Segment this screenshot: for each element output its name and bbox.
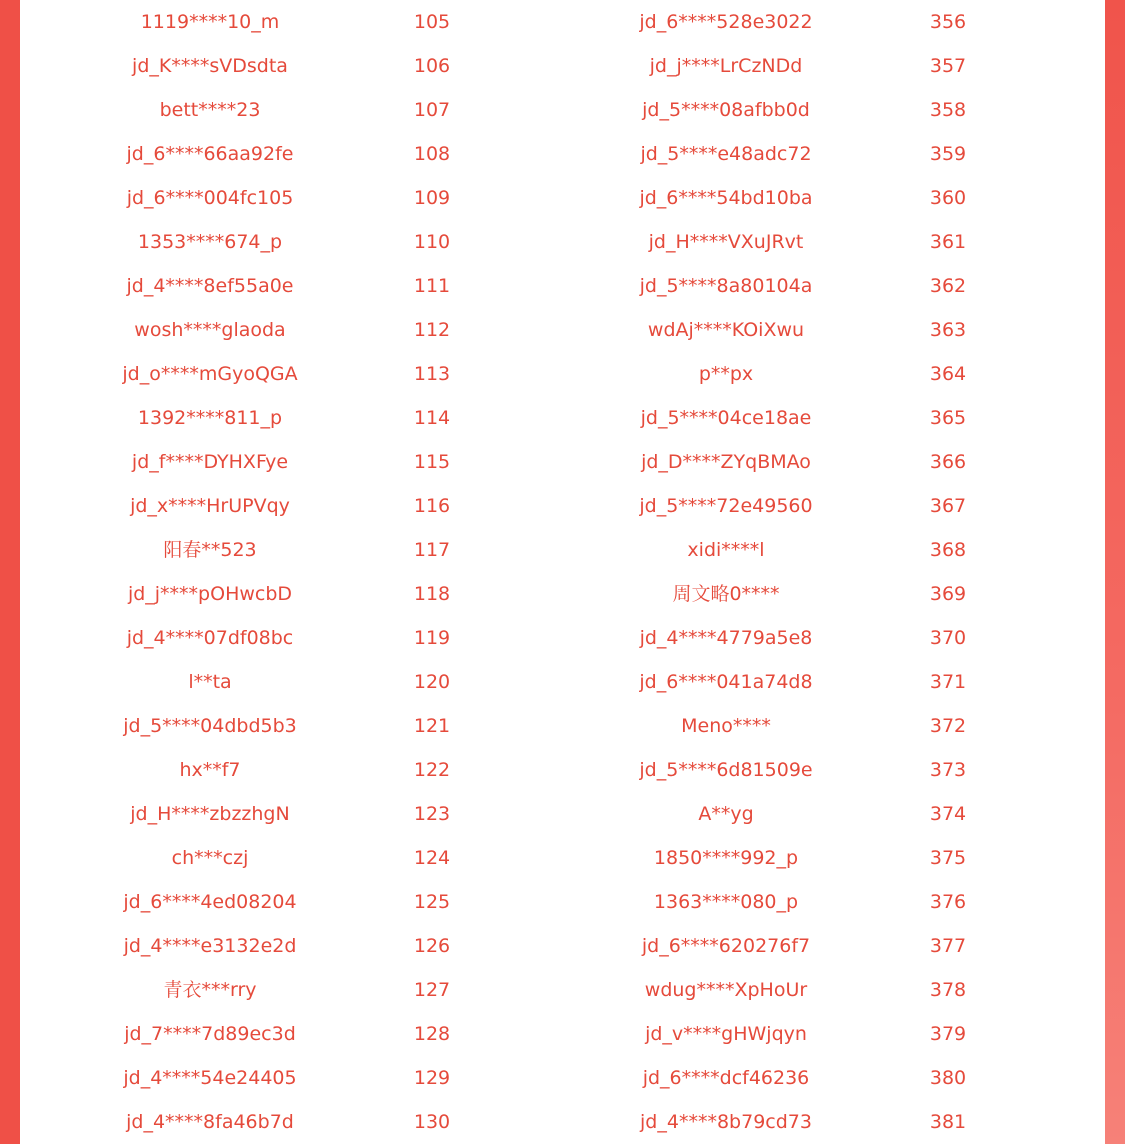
right-winner-name: jd_5****8a80104a	[639, 275, 813, 297]
right-winner-name: 周文略0****	[672, 583, 780, 605]
list-row	[20, 660, 1105, 704]
right-winner-name: p**px	[698, 363, 754, 385]
right-winner-rank: 365	[929, 407, 967, 429]
right-winner-name: jd_4****8b79cd73	[640, 1111, 812, 1133]
right-winner-rank: 373	[929, 759, 967, 781]
list-row	[20, 88, 1105, 132]
left-winner-name: jd_5****04dbd5b3	[123, 715, 297, 737]
right-winner-rank: 379	[929, 1023, 967, 1045]
left-winner-name: l**ta	[188, 671, 232, 693]
right-winner-name: jd_5****04ce18ae	[640, 407, 812, 429]
left-winner-rank: 113	[413, 363, 451, 385]
left-winner-rank: 112	[413, 319, 451, 341]
right-winner-rank: 375	[929, 847, 967, 869]
right-winner-rank: 378	[929, 979, 967, 1001]
right-winner-rank: 371	[929, 671, 967, 693]
right-winner-name: jd_5****6d81509e	[639, 759, 813, 781]
left-winner-rank: 123	[413, 803, 451, 825]
right-winner-name: jd_H****VXuJRvt	[648, 231, 804, 253]
winners-list-panel	[20, 0, 1105, 1144]
left-winner-name: jd_4****8ef55a0e	[126, 275, 294, 297]
list-row	[20, 264, 1105, 308]
list-row	[20, 220, 1105, 264]
right-frame	[1105, 0, 1125, 1144]
list-row	[20, 1056, 1105, 1100]
left-winner-rank: 114	[413, 407, 451, 429]
right-winner-rank: 376	[929, 891, 967, 913]
list-row	[20, 1100, 1105, 1144]
left-winner-name: jd_6****4ed08204	[123, 891, 297, 913]
left-winner-rank: 126	[413, 935, 451, 957]
list-row	[20, 880, 1105, 924]
right-winner-rank: 377	[929, 935, 967, 957]
right-winner-rank: 367	[929, 495, 967, 517]
right-winner-name: jd_5****e48adc72	[640, 143, 812, 165]
right-winner-rank: 359	[929, 143, 967, 165]
right-winner-name: jd_4****4779a5e8	[639, 627, 813, 649]
left-winner-name: wosh****glaoda	[134, 319, 286, 341]
right-winner-rank: 362	[929, 275, 967, 297]
list-row	[20, 968, 1105, 1012]
left-winner-name: 1392****811_p	[137, 407, 283, 429]
right-winner-name: jd_6****528e3022	[639, 11, 813, 33]
list-row	[20, 616, 1105, 660]
list-row	[20, 704, 1105, 748]
left-winner-rank: 116	[413, 495, 451, 517]
left-winner-name: 1119****10_m	[140, 11, 280, 33]
right-winner-rank: 358	[929, 99, 967, 121]
left-winner-rank: 117	[413, 539, 451, 561]
left-winner-name: jd_6****004fc105	[126, 187, 294, 209]
left-winner-rank: 111	[413, 275, 451, 297]
left-winner-rank: 121	[413, 715, 451, 737]
left-winner-rank: 118	[413, 583, 451, 605]
right-winner-rank: 368	[929, 539, 967, 561]
right-winner-name: jd_j****LrCzNDd	[649, 55, 803, 77]
right-winner-name: jd_5****08afbb0d	[642, 99, 810, 121]
left-winner-name: 阳春**523	[163, 539, 257, 561]
left-winner-name: jd_x****HrUPVqy	[130, 495, 290, 517]
left-winner-rank: 115	[413, 451, 451, 473]
right-winner-rank: 380	[929, 1067, 967, 1089]
list-row	[20, 308, 1105, 352]
left-winner-rank: 120	[413, 671, 451, 693]
left-winner-name: jd_H****zbzzhgN	[130, 803, 290, 825]
list-row	[20, 1012, 1105, 1056]
right-winner-rank: 360	[929, 187, 967, 209]
right-winner-rank: 370	[929, 627, 967, 649]
right-winner-name: jd_v****gHWjqyn	[645, 1023, 807, 1045]
left-winner-rank: 110	[413, 231, 451, 253]
right-winner-name: Meno****	[681, 715, 771, 737]
right-winner-name: wdAj****KOiXwu	[647, 319, 805, 341]
list-row	[20, 748, 1105, 792]
list-row	[20, 924, 1105, 968]
right-winner-name: jd_D****ZYqBMAo	[641, 451, 811, 473]
left-winner-name: 青衣***rry	[163, 979, 257, 1001]
left-winner-rank: 107	[413, 99, 451, 121]
right-winner-rank: 357	[929, 55, 967, 77]
right-winner-name: jd_6****620276f7	[641, 935, 811, 957]
left-winner-rank: 108	[413, 143, 451, 165]
left-winner-rank: 119	[413, 627, 451, 649]
left-winner-name: bett****23	[159, 99, 261, 121]
right-winner-name: 1363****080_p	[653, 891, 799, 913]
left-winner-rank: 124	[413, 847, 451, 869]
right-winner-rank: 372	[929, 715, 967, 737]
right-winner-rank: 356	[929, 11, 967, 33]
left-frame	[0, 0, 20, 1144]
right-winner-name: jd_5****72e49560	[639, 495, 813, 517]
list-row	[20, 396, 1105, 440]
left-winner-name: jd_4****07df08bc	[126, 627, 294, 649]
list-row	[20, 0, 1105, 44]
right-winner-rank: 366	[929, 451, 967, 473]
left-winner-name: jd_6****66aa92fe	[126, 143, 294, 165]
list-row	[20, 132, 1105, 176]
right-winner-name: jd_6****54bd10ba	[639, 187, 813, 209]
list-row	[20, 44, 1105, 88]
right-winner-name: A**yg	[698, 803, 754, 825]
right-winner-rank: 369	[929, 583, 967, 605]
right-winner-rank: 381	[929, 1111, 967, 1133]
list-row	[20, 176, 1105, 220]
right-winner-rank: 363	[929, 319, 967, 341]
list-row	[20, 352, 1105, 396]
left-winner-name: ch***czj	[171, 847, 249, 869]
right-winner-name: wdug****XpHoUr	[644, 979, 808, 1001]
left-winner-name: jd_K****sVDsdta	[132, 55, 288, 77]
left-winner-rank: 127	[413, 979, 451, 1001]
left-winner-name: jd_f****DYHXFye	[131, 451, 289, 473]
left-winner-name: jd_4****8fa46b7d	[126, 1111, 294, 1133]
right-winner-name: jd_6****dcf46236	[642, 1067, 810, 1089]
list-row	[20, 440, 1105, 484]
list-row	[20, 528, 1105, 572]
right-winner-name: xidi****l	[687, 539, 765, 561]
left-winner-rank: 128	[413, 1023, 451, 1045]
left-winner-rank: 105	[413, 11, 451, 33]
left-winner-name: jd_j****pOHwcbD	[127, 583, 293, 605]
right-winner-rank: 364	[929, 363, 967, 385]
right-winner-rank: 361	[929, 231, 967, 253]
left-winner-rank: 129	[413, 1067, 451, 1089]
left-winner-name: hx**f7	[179, 759, 241, 781]
left-winner-rank: 125	[413, 891, 451, 913]
list-row	[20, 836, 1105, 880]
list-row	[20, 792, 1105, 836]
right-winner-rank: 374	[929, 803, 967, 825]
left-winner-name: jd_7****7d89ec3d	[124, 1023, 296, 1045]
left-winner-name: jd_4****54e24405	[123, 1067, 297, 1089]
left-winner-name: jd_o****mGyoQGA	[122, 363, 298, 385]
left-winner-rank: 122	[413, 759, 451, 781]
left-winner-rank: 109	[413, 187, 451, 209]
left-winner-rank: 106	[413, 55, 451, 77]
left-winner-name: jd_4****e3132e2d	[123, 935, 297, 957]
right-winner-name: jd_6****041a74d8	[639, 671, 813, 693]
left-winner-name: 1353****674_p	[137, 231, 283, 253]
list-row	[20, 572, 1105, 616]
list-row	[20, 484, 1105, 528]
left-winner-rank: 130	[413, 1111, 451, 1133]
right-winner-name: 1850****992_p	[653, 847, 799, 869]
